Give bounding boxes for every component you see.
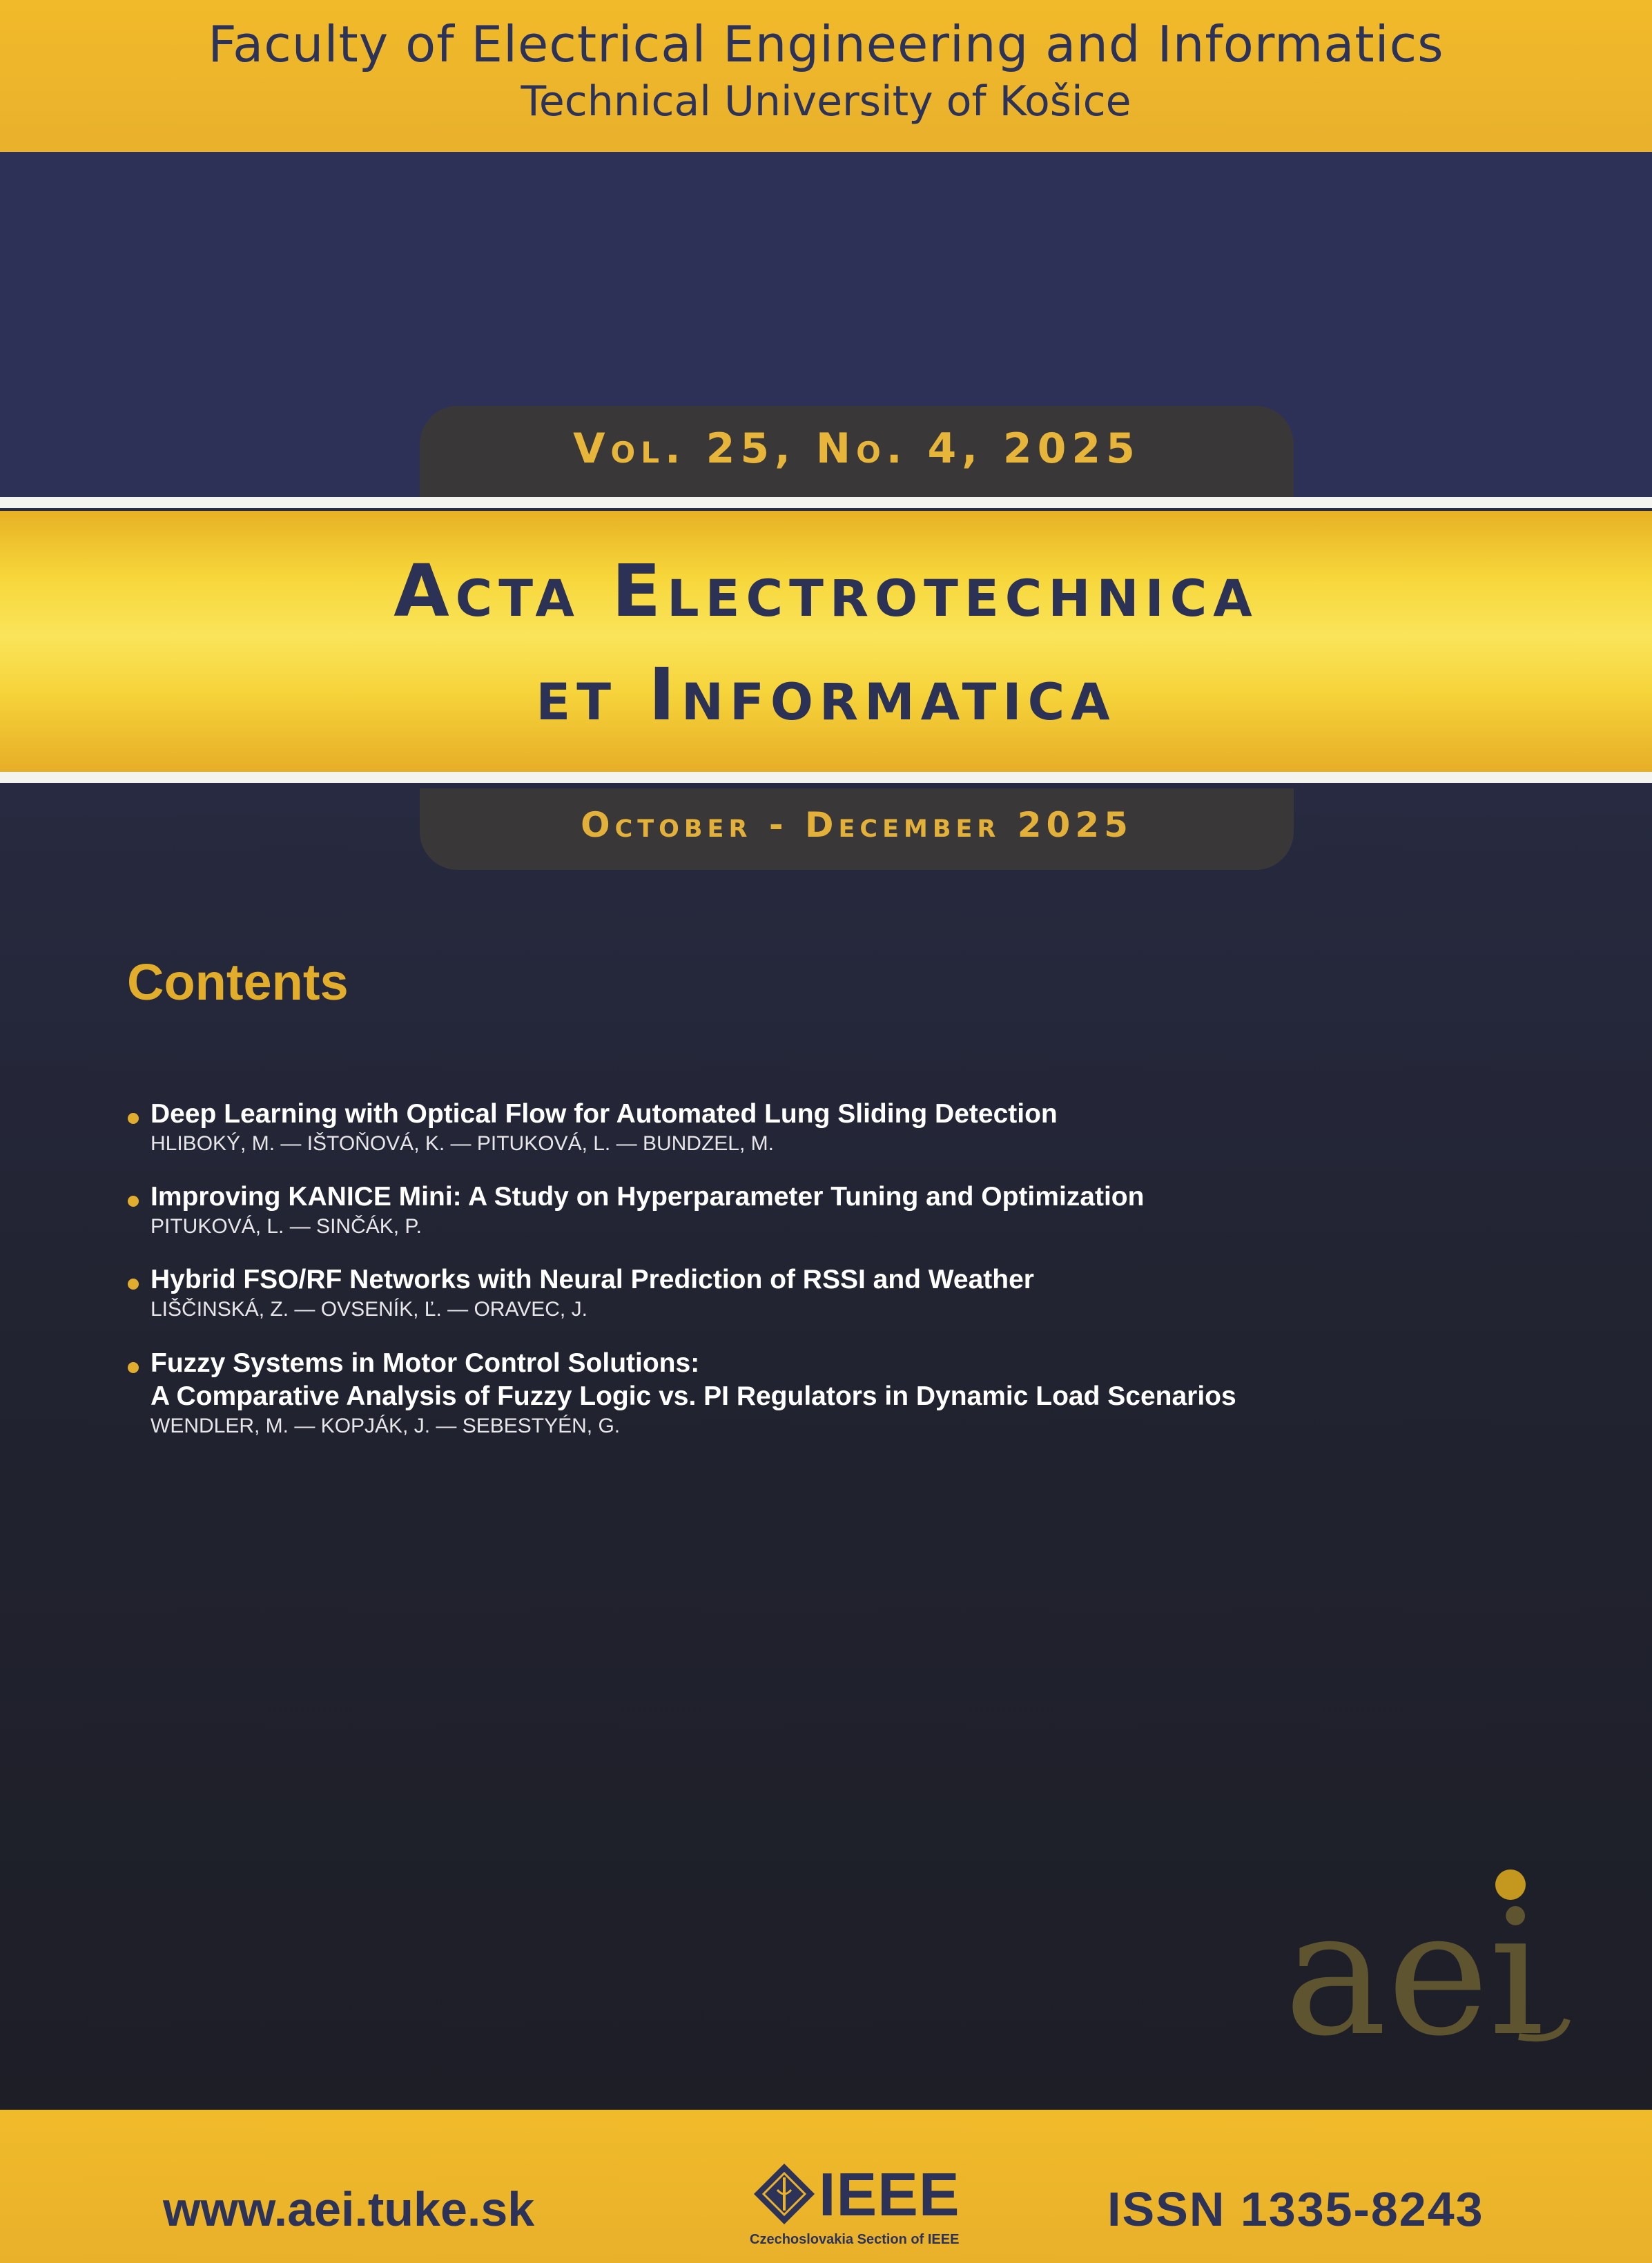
divider-rule-bottom: [0, 772, 1652, 783]
volume-label: Vol. 25, No. 4, 2025: [573, 425, 1140, 473]
contents-entry: [128, 1263, 1508, 1323]
website-url[interactable]: www.aei.tuke.sk: [163, 2182, 535, 2236]
university-name: Technical University of Košice: [521, 77, 1131, 126]
contents-heading: Contents: [127, 953, 349, 1011]
article-title: Deep Learning with Optical Flow for Automated Lung Sliding Detection: [150, 1099, 1058, 1129]
bullet-icon: [128, 1362, 139, 1373]
article-title-continued: A Comparative Analysis of Fuzzy Logic vs. PI Regulators in Dynamic Load Scenarios: [150, 1381, 1236, 1411]
article-authors: PITUKOVÁ, L. — SINČÁK, P.: [150, 1215, 422, 1238]
ieee-diamond-icon: [752, 2162, 816, 2226]
article-authors: LIŠČINSKÁ, Z. — OVSENÍK, Ľ. — ORAVEC, J.: [150, 1298, 587, 1321]
article-title: Fuzzy Systems in Motor Control Solutions:: [150, 1348, 700, 1378]
ieee-caption: Czechoslovakia Section of IEEE: [750, 2232, 960, 2247]
issn-number: ISSN 1335-8243: [1107, 2182, 1484, 2236]
contents-entry: [128, 1181, 1508, 1240]
aei-logo: [1270, 1864, 1574, 2071]
bullet-icon: [128, 1279, 139, 1290]
divider-rule-top: [0, 497, 1652, 508]
article-title: Improving KANICE Mini: A Study on Hyperparameter Tuning and Optimization: [150, 1182, 1145, 1212]
article-title: Hybrid FSO/RF Networks with Neural Prediction of RSSI and Weather: [150, 1265, 1034, 1294]
journal-title-line2: et Informatica: [536, 652, 1116, 737]
bullet-icon: [128, 1113, 139, 1124]
article-authors: HLIBOKÝ, M. — IŠTOŇOVÁ, K. — PITUKOVÁ, L. — BUNDZEL, M.: [150, 1132, 774, 1155]
contents-entry: [128, 1098, 1508, 1157]
issue-period: October - December 2025: [581, 805, 1133, 845]
ieee-logo-text: IEEE: [819, 2160, 960, 2228]
logo-wordmark: aei: [1284, 1873, 1544, 2071]
faculty-name: Faculty of Electrical Engineering and Informatics: [208, 15, 1444, 73]
article-authors: WENDLER, M. — KOPJÁK, J. — SEBESTYÉN, G.: [150, 1415, 621, 1437]
contents-entry: [128, 1347, 1508, 1439]
bullet-icon: [128, 1196, 139, 1207]
journal-title-line1: Acta Electrotechnica: [393, 549, 1259, 633]
